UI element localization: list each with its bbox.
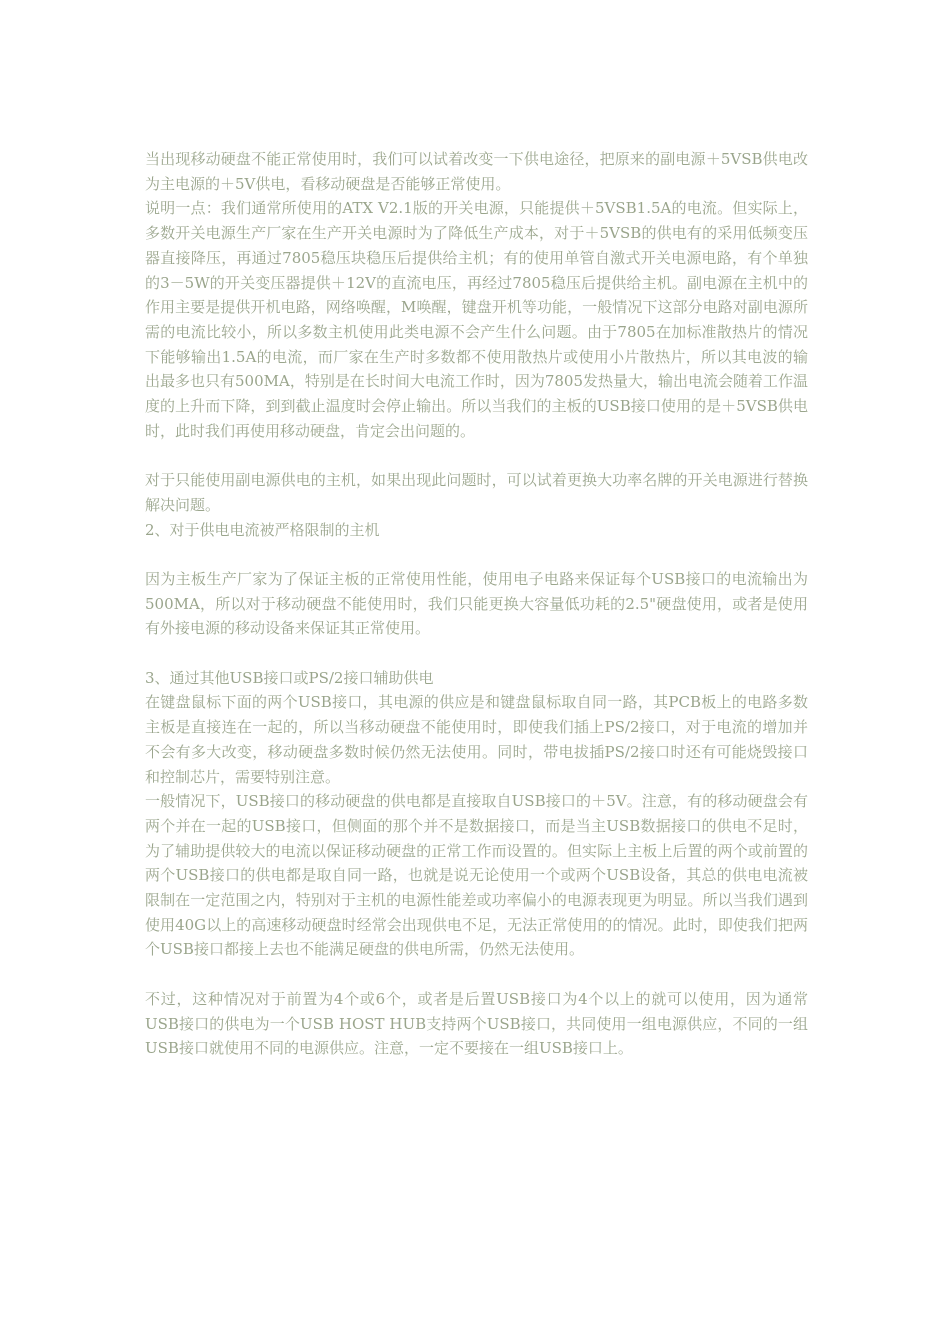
paragraph-2: 说明一点：我们通常所使用的ATX V2.1版的开关电源，只能提供＋5VSB1.5A的电流。但实际上，多数开关电源生产厂家在生产开关电源时为了降低生产成本，对于＋5VSB的供电有的采用低频变压器直接降压，再通过7805稳压块稳压后提供给主机；有的使用单管自激式开关电源电路，有个单独的3－5W的开关变压器提供＋12V的直流电压，再经过7805稳压后提供给主机。副电源在主机中的作用主要是提供开机电路，网络唤醒，M唤醒，键盘开机等功能，一般情况下这部分电路对副电源所需的电流比较小，所以多数主机使用此类电源不会产生什么问题。由于7805在加标准散热片的情况下能够输出1.5A的电流，而厂家在生产时多数都不使用散热片或使用小片散热片，所以其电波的输出最多也只有500MA，特别是在长时间大电流工作时，因为7805发热量大，输出电流会随着工作温度的上升而下降，到到截止温度时会停止输出。所以当我们的主板的USB接口使用的是＋5VSB供电时，此时我们再使用移动硬盘，肯定会出问题的。 [145, 199, 808, 440]
paragraph-4: 因为主板生产厂家为了保证主板的正常使用性能，使用电子电路来保证每个USB接口的电流输出为500MA，所以对于移动硬盘不能使用时，我们只能更换大容量低功耗的2.5"硬盘使用，或者是使用有外接电源的移动设备来保证其正常使用。 [145, 569, 808, 638]
blank-line [145, 641, 808, 666]
blank-line [145, 542, 808, 567]
paragraph-7: 不过，这种情况对于前置为4个或6个，或者是后置USB接口为4个以上的就可以使用，因为通常USB接口的供电为一个USB HOST HUB支持两个USB接口，共同使用一组电源供应，不同的一组USB接口就使用不同的电源供应。注意，一定不要接在一组USB接口上。 [145, 989, 808, 1058]
paragraph-1: 当出现移动硬盘不能正常使用时，我们可以试着改变一下供电途径，把原来的副电源＋5VSB供电改为主电源的＋5V供电，看移动硬盘是否能够正常使用。 [145, 150, 808, 193]
section-heading-3: 3、通过其他USB接口或PS/2接口辅助供电 [145, 668, 434, 687]
paragraph-6: 一般情况下，USB接口的移动硬盘的供电都是直接取自USB接口的＋5V。注意，有的移动硬盘会有两个并在一起的USB接口，但侧面的那个并不是数据接口，而是当主USB数据接口的供电不足时，为了辅助提供较大的电流以保证移动硬盘的正常工作而设置的。但实际上主板上后置的两个或前置的两个USB接口的供电都是取自同一路，也就是说无论使用一个或两个USB设备，其总的供电电流被限制在一定范围之内，特别对于主机的电源性能差或功率偏小的电源表现更为明显。所以当我们遇到使用40G以上的高速移动硬盘时经常会出现供电不足，无法正常使用的的情况。此时，即使我们把两个USB接口都接上去也不能满足硬盘的供电所需，仍然无法使用。 [145, 792, 808, 959]
paragraph-3: 对于只能使用副电源供电的主机，如果出现此问题时，可以试着更换大功率名牌的开关电源进行替换解决问题。 [145, 471, 808, 514]
paragraph-5: 在键盘鼠标下面的两个USB接口，其电源的供应是和键盘鼠标取自同一路，其PCB板上的电路多数主板是直接连在一起的，所以当移动硬盘不能使用时，即使我们插上PS/2接口，对于电流的增加并不会有多大改变，移动硬盘多数时候仍然无法使用。同时，带电拔插PS/2接口时还有可能烧毁接口和控制芯片，需要特别注意。 [145, 693, 808, 786]
document-body [145, 147, 808, 1061]
section-heading-2: 2、对于供电电流被严格限制的主机 [145, 520, 380, 539]
blank-line [145, 962, 808, 987]
blank-line [145, 443, 808, 468]
